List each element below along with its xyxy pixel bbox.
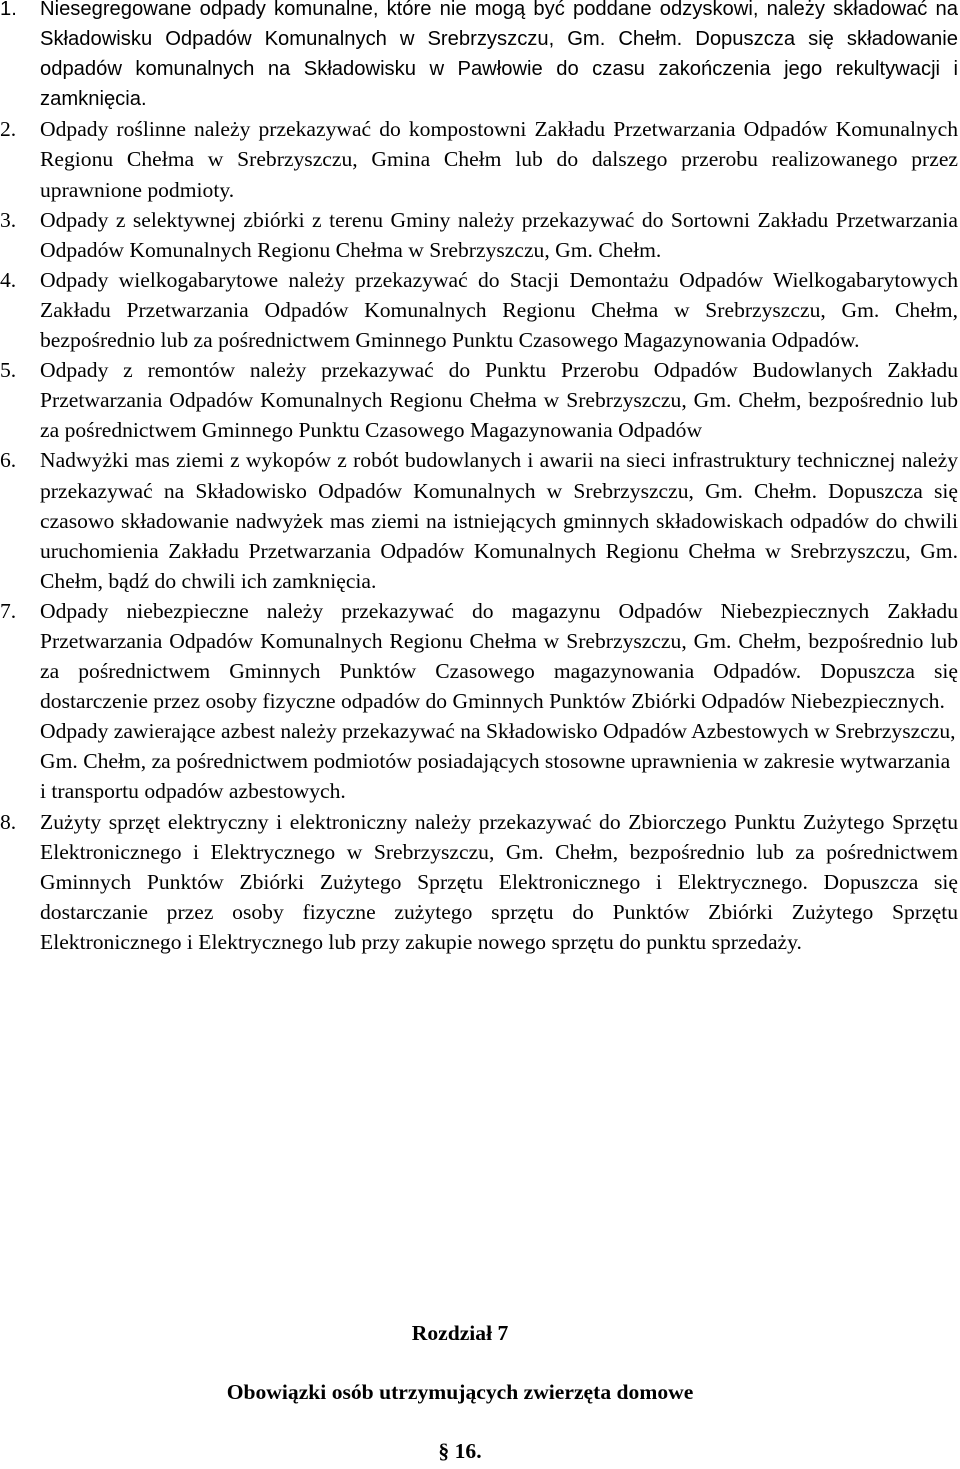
- section-number: § 16.: [438, 1439, 482, 1463]
- list-item: [0, 205, 958, 265]
- chapter-subtitle: Obowiązki osób utrzymujących zwierzęta domowe: [226, 1380, 694, 1404]
- item-text: Zużyty sprzęt elektryczny i elektroniczny należy przekazywać do Zbiorczego Punktu Zużytego Sprzętu Elektronicznego i Elektrycznego w Srebrzyszczu, Gm. Chełm, bezpośrednio lub za pośrednictwem Gminnych Punktów Zbiórki Zużytego Sprzętu Elektronicznego i Elektrycznego. Dopuszcza się dostarczanie przez osoby fizyczne zużytego sprzętu do Punktów Zbiórki Zużytego Sprzętu Elektronicznego i Elektrycznego lub przy zakupie nowego sprzętu do punktu sprzedaży.: [40, 809, 958, 954]
- list-item: [0, 596, 958, 807]
- item-number: 2.: [0, 117, 17, 142]
- item-text: Niesegregowane odpady komunalne, które nie mogą być poddane odzyskowi, należy składować na Składowisku Odpadów Komunalnych w Srebrzyszczu, Gm. Chełm. Dopuszcza się składowanie odpadów komunalnych na Składowisku w Pawłowie do czasu zakończenia jego rekultywacji i zamknięcia.: [40, 0, 958, 111]
- list-item: [0, 807, 958, 957]
- item-number: 6.: [0, 448, 17, 473]
- item-number: 8.: [0, 809, 17, 834]
- item-text: Odpady niebezpieczne należy przekazywać do magazynu Odpadów Niebezpiecznych Zakładu Przetwarzania Odpadów Komunalnych Regionu Chełma w Srebrzyszczu, Gm. Chełm, bezpośrednio lub za pośrednictwem Gminnych Punktów Czasowego magazynowania Odpadów. Dopuszcza się dostarczenie przez osoby fizyczne odpadów do Gminnych Punktów Zbiórki Odpadów Niebezpiecznych.: [40, 598, 958, 714]
- item-extra-paragraph: Odpady zawierające azbest należy przekazywać na Składowisko Odpadów Azbestowych w Srebrzyszczu, Gm. Chełm, za pośrednictwem podmiotów posiadających stosowne uprawnienia w zakresie wytwarzania i transportu odpadów azbestowych.: [40, 719, 956, 804]
- item-number: 5.: [0, 358, 17, 383]
- list-item: [0, 114, 958, 204]
- item-text: Odpady wielkogabarytowe należy przekazywać do Stacji Demontażu Odpadów Wielkogabarytowych Zakładu Przetwarzania Odpadów Komunalnych Regionu Chełma w Srebrzyszczu, Gm. Chełm, bezpośrednio lub za pośrednictwem Gminnego Punktu Czasowego Magazynowania Odpadów.: [40, 267, 958, 353]
- item-text: Nadwyżki mas ziemi z wykopów z robót budowlanych i awarii na sieci infrastruktury technicznej należy przekazywać na Składowisko Odpadów Komunalnych w Srebrzyszczu, Gm. Chełm. Dopuszcza się czasowo składowanie nadwyżek mas ziemi na istniejących gminnych składowiskach odpadów do chwili uruchomienia Zakładu Przetwarzania Odpadów Komunalnych Regionu Chełma w Srebrzyszczu, Gm. Chełm, bądź do chwili ich zamknięcia.: [40, 448, 958, 593]
- item-text: Odpady roślinne należy przekazywać do kompostowni Zakładu Przetwarzania Odpadów Komunalnych Regionu Chełma w Srebrzyszczu, Gmina Chełm lub do dalszego przerobu realizowanego przez uprawnione podmioty.: [40, 117, 958, 202]
- item-text: Odpady z remontów należy przekazywać do Punktu Przerobu Odpadów Budowlanych Zakładu Przetwarzania Odpadów Komunalnych Regionu Chełma w Srebrzyszczu, Gm. Chełm, bezpośrednio lub za pośrednictwem Gminnego Punktu Czasowego Magazynowania Odpadów: [40, 358, 958, 443]
- list-item: [0, 265, 958, 355]
- item-text: Odpady z selektywnej zbiórki z terenu Gminy należy przekazywać do Sortowni Zakładu Przetwarzania Odpadów Komunalnych Regionu Chełma w Srebrzyszczu, Gm. Chełm.: [40, 207, 958, 262]
- chapter-heading: Rozdział 7: [411, 1321, 509, 1345]
- item-number: 3.: [0, 207, 17, 232]
- list-item: [0, 355, 958, 445]
- item-number: 1.: [0, 0, 17, 20]
- list-item: [0, 445, 958, 595]
- list-item: [0, 0, 958, 114]
- item-number: 7.: [0, 598, 17, 623]
- item-number: 4.: [0, 267, 17, 292]
